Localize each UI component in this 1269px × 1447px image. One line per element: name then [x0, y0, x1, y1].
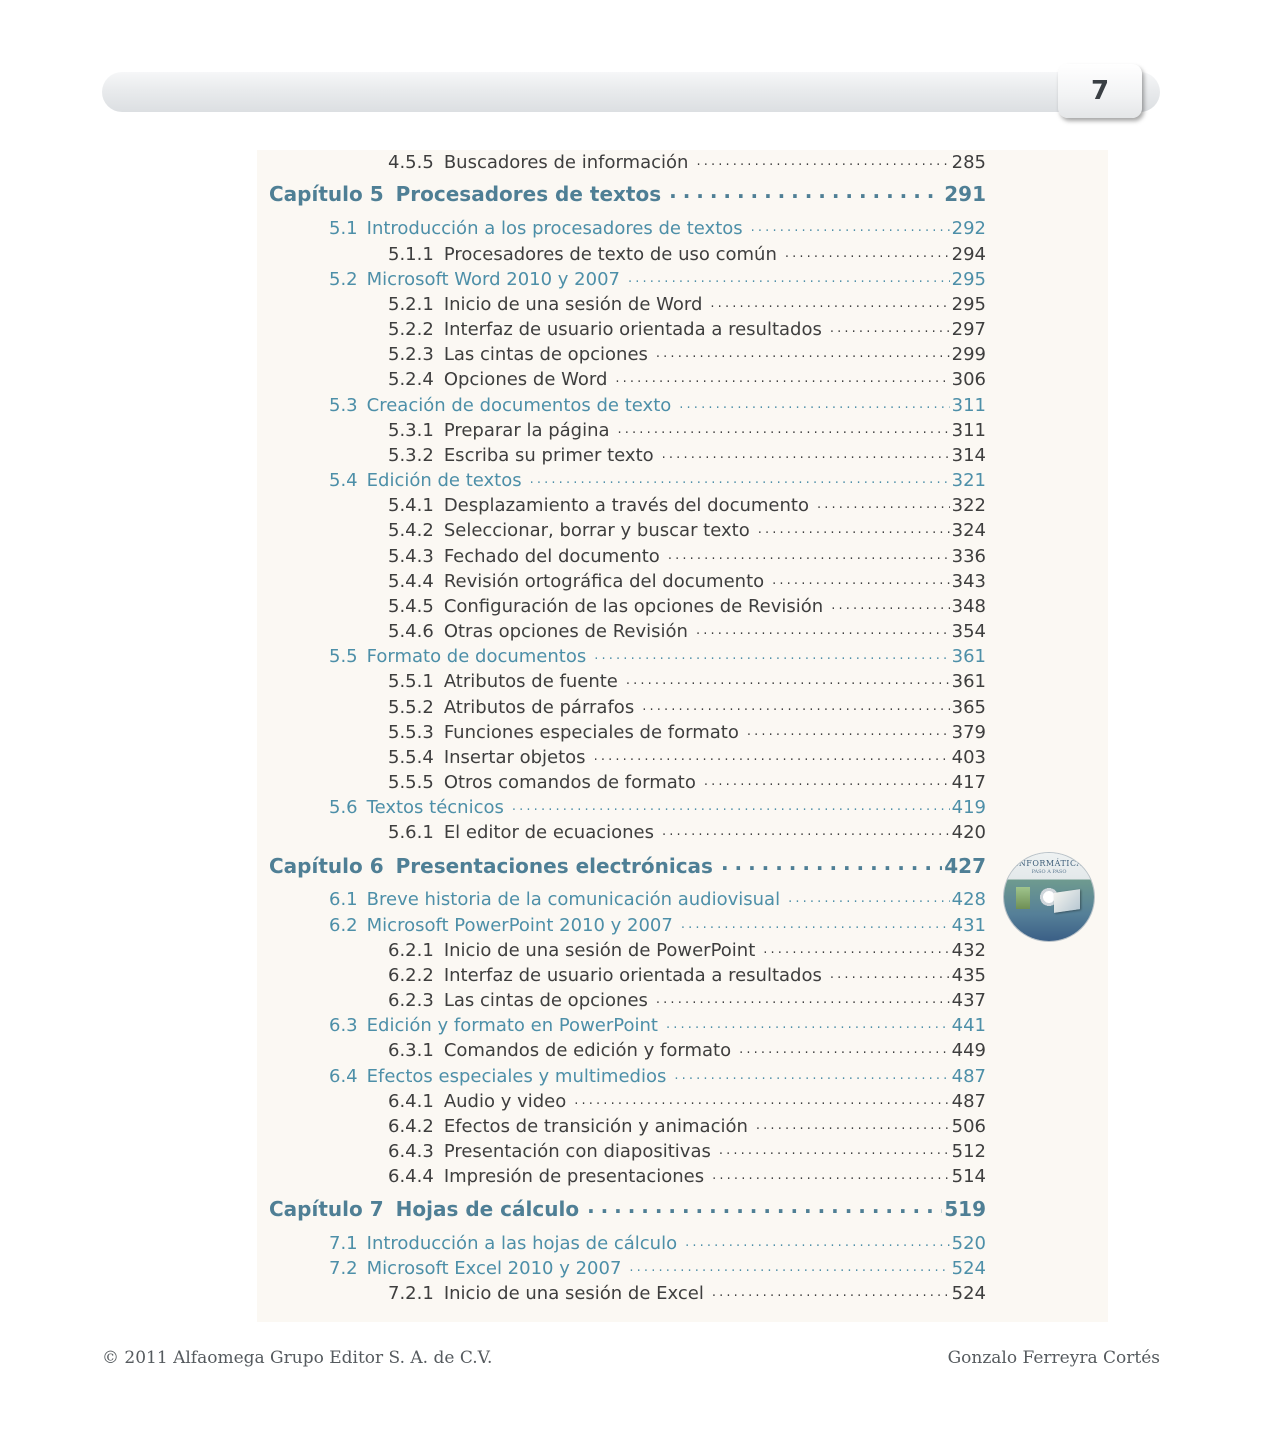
toc-dot-leader	[669, 183, 942, 201]
toc-page-number: 361	[951, 671, 986, 693]
toc-number: 5.2.2	[388, 319, 434, 341]
toc-number: 4.5.5	[388, 152, 434, 174]
toc-subsection-row[interactable]	[257, 697, 1108, 717]
toc-number: 5.5	[329, 646, 358, 668]
toc-subsection-row[interactable]	[257, 671, 1108, 691]
toc-subsection-row[interactable]	[257, 1283, 1108, 1303]
toc-title: Hojas de cálculo	[395, 1197, 580, 1221]
toc-panel	[257, 150, 1108, 1322]
toc-section-row[interactable]	[257, 646, 1108, 666]
toc-dot-leader	[666, 1015, 950, 1031]
toc-title: Textos técnicos	[366, 797, 504, 819]
toc-dot-leader	[618, 420, 950, 436]
toc-page-number: 306	[951, 369, 986, 391]
toc-section-row[interactable]	[257, 218, 1108, 238]
toc-number: Capítulo 7	[269, 1197, 384, 1221]
toc-subsection-row[interactable]	[257, 344, 1108, 364]
toc-section-row[interactable]	[257, 797, 1108, 817]
toc-subsection-row[interactable]	[257, 294, 1108, 314]
toc-title: Introducción a los procesadores de textos	[366, 218, 743, 240]
toc-number: Capítulo 6	[269, 854, 384, 878]
toc-title: Inicio de una sesión de PowerPoint	[443, 940, 756, 962]
toc-title: Inicio de una sesión de Excel	[443, 1283, 704, 1305]
header-bar	[102, 72, 1160, 112]
toc-number: 6.2.3	[388, 990, 434, 1012]
toc-dot-leader	[751, 218, 950, 234]
toc-number: 5.2.1	[388, 294, 434, 316]
toc-number: 6.4	[329, 1066, 358, 1088]
toc-page-number: 419	[951, 797, 986, 819]
toc-page-number: 432	[951, 940, 986, 962]
toc-title: Efectos de transición y animación	[443, 1116, 748, 1138]
toc-section-row[interactable]	[257, 470, 1108, 490]
toc-number: 7.1	[329, 1233, 358, 1255]
toc-dot-leader	[712, 1283, 950, 1299]
toc-section-row[interactable]	[257, 1015, 1108, 1035]
toc-section-row[interactable]	[257, 395, 1108, 415]
toc-dot-leader	[817, 495, 950, 511]
toc-dot-leader	[788, 889, 950, 905]
toc-dot-leader	[594, 747, 950, 763]
toc-page-number: 361	[951, 646, 986, 668]
toc-title: Microsoft Excel 2010 y 2007	[366, 1258, 622, 1280]
toc-dot-leader	[830, 965, 950, 981]
toc-number: 5.1.1	[388, 244, 434, 266]
page-number: 7	[1090, 76, 1110, 106]
toc-page-number: 437	[951, 990, 986, 1012]
toc-subsection-row[interactable]	[257, 420, 1108, 440]
toc-number: 6.4.2	[388, 1116, 434, 1138]
toc-page-number: 299	[951, 344, 986, 366]
toc-dot-leader	[574, 1091, 949, 1107]
toc-page-number: 420	[951, 822, 986, 844]
toc-dot-leader	[696, 152, 949, 168]
toc-number: 5.6	[329, 797, 358, 819]
toc-page-number: 322	[951, 495, 986, 517]
toc-subsection-row[interactable]	[257, 822, 1108, 842]
toc-page-number: 292	[951, 218, 986, 240]
toc-dot-leader	[615, 369, 949, 385]
toc-number: 5.5.1	[388, 671, 434, 693]
toc-subsection-row[interactable]	[257, 152, 1108, 172]
toc-title: Preparar la página	[443, 420, 610, 442]
toc-number: 5.3	[329, 395, 358, 417]
toc-section-row[interactable]	[257, 1258, 1108, 1278]
toc-title: Introducción a las hojas de cálculo	[366, 1233, 678, 1255]
toc-subsection-row[interactable]	[257, 445, 1108, 465]
toc-number: 5.3.1	[388, 420, 434, 442]
toc-chapter-row[interactable]	[257, 183, 1108, 204]
toc-dot-leader	[831, 596, 949, 612]
toc-dot-leader	[626, 671, 950, 687]
toc-subsection-row[interactable]	[257, 244, 1108, 264]
toc-subsection-row[interactable]	[257, 747, 1108, 767]
toc-number: 6.2.2	[388, 965, 434, 987]
toc-page-number: 343	[951, 571, 986, 593]
toc-dot-leader	[656, 990, 950, 1006]
toc-subsection-row[interactable]	[257, 571, 1108, 591]
toc-title: Escriba su primer texto	[443, 445, 654, 467]
toc-dot-leader	[685, 1233, 950, 1249]
toc-number: 5.2.4	[388, 369, 434, 391]
toc-title: Creación de documentos de texto	[366, 395, 672, 417]
toc-section-row[interactable]	[257, 889, 1108, 909]
toc-subsection-row[interactable]	[257, 1166, 1108, 1186]
toc-title: Procesadores de textos	[395, 182, 662, 206]
toc-dot-leader	[628, 269, 950, 285]
toc-page-number: 295	[951, 294, 986, 316]
toc-title: Las cintas de opciones	[443, 990, 648, 1012]
toc-subsection-row[interactable]	[257, 1091, 1108, 1111]
toc-title: Edición y formato en PowerPoint	[366, 1015, 658, 1037]
toc-number: 6.4.3	[388, 1141, 434, 1163]
toc-number: 6.1	[329, 889, 358, 911]
toc-dot-leader	[739, 1040, 950, 1056]
toc-dot-leader	[662, 445, 950, 461]
toc-dot-leader	[785, 244, 950, 260]
toc-title: Interfaz de usuario orientada a resultados	[443, 965, 822, 987]
toc-dot-leader	[679, 395, 949, 411]
toc-subsection-row[interactable]	[257, 772, 1108, 792]
toc-page-number: 324	[951, 520, 986, 542]
toc-page-number: 295	[951, 269, 986, 291]
toc-number: 5.4.1	[388, 495, 434, 517]
toc-subsection-row[interactable]	[257, 369, 1108, 389]
toc-number: 6.2	[329, 915, 358, 937]
toc-page-number: 512	[951, 1141, 986, 1163]
toc-title: El editor de ecuaciones	[443, 822, 655, 844]
toc-page-number: 506	[951, 1116, 986, 1138]
toc-page-number: 427	[944, 854, 986, 878]
toc-title: Atributos de fuente	[443, 671, 618, 693]
toc-dot-leader	[587, 1198, 942, 1216]
toc-page-number: 321	[951, 470, 986, 492]
toc-title: Las cintas de opciones	[443, 344, 648, 366]
toc-number: 5.4.6	[388, 621, 434, 643]
toc-page-number: 428	[951, 889, 986, 911]
toc-number: 5.5.4	[388, 747, 434, 769]
toc-dot-leader	[642, 697, 949, 713]
toc-dot-leader	[712, 1166, 950, 1182]
toc-number: 7.2.1	[388, 1283, 434, 1305]
toc-number: 6.4.4	[388, 1166, 434, 1188]
toc-dot-leader	[763, 940, 949, 956]
toc-title: Procesadores de texto de uso común	[443, 244, 777, 266]
toc-subsection-row[interactable]	[257, 940, 1108, 960]
page-number-tab	[1058, 64, 1142, 118]
toc-title: Interfaz de usuario orientada a resultados	[443, 319, 822, 341]
toc-title: Otros comandos de formato	[443, 772, 696, 794]
toc-title: Comandos de edición y formato	[443, 1040, 732, 1062]
toc-subsection-row[interactable]	[257, 1040, 1108, 1060]
table-of-contents	[257, 150, 1108, 1322]
toc-page-number: 291	[944, 182, 986, 206]
toc-title: Desplazamiento a través del documento	[443, 495, 809, 517]
toc-dot-leader	[758, 520, 950, 536]
toc-dot-leader	[772, 571, 950, 587]
toc-title: Edición de textos	[366, 470, 522, 492]
toc-page-number: 449	[951, 1040, 986, 1062]
toc-page-number: 314	[951, 445, 986, 467]
toc-page-number: 336	[951, 546, 986, 568]
toc-number: 5.5.5	[388, 772, 434, 794]
toc-number: 7.2	[329, 1258, 358, 1280]
toc-page-number: 354	[951, 621, 986, 643]
toc-subsection-row[interactable]	[257, 990, 1108, 1010]
toc-title: Configuración de las opciones de Revisión	[443, 596, 824, 618]
toc-title: Microsoft Word 2010 y 2007	[366, 269, 620, 291]
toc-page-number: 294	[951, 244, 986, 266]
toc-number: 5.6.1	[388, 822, 434, 844]
toc-page-number: 435	[951, 965, 986, 987]
toc-page-number: 431	[951, 915, 986, 937]
toc-page-number: 311	[951, 395, 986, 417]
toc-number: Capítulo 5	[269, 182, 384, 206]
toc-title: Audio y video	[443, 1091, 567, 1113]
toc-number: 5.5.2	[388, 697, 434, 719]
toc-subsection-row[interactable]	[257, 495, 1108, 515]
toc-section-row[interactable]	[257, 269, 1108, 289]
cd-book-thumbnail	[1016, 887, 1030, 909]
toc-number: 5.3.2	[388, 445, 434, 467]
toc-dot-leader	[662, 822, 950, 838]
toc-title: Impresión de presentaciones	[443, 1166, 705, 1188]
cd-subtitle: PASO A PASO	[1031, 869, 1067, 875]
toc-title: Buscadores de información	[443, 152, 689, 174]
toc-dot-leader	[530, 470, 950, 486]
toc-dot-leader	[704, 772, 950, 788]
toc-chapter-row[interactable]	[257, 1198, 1108, 1219]
toc-dot-leader	[681, 915, 950, 931]
toc-subsection-row[interactable]	[257, 965, 1108, 985]
toc-title: Atributos de párrafos	[443, 697, 635, 719]
toc-page-number: 365	[951, 697, 986, 719]
toc-subsection-row[interactable]	[257, 1116, 1108, 1136]
toc-subsection-row[interactable]	[257, 319, 1108, 339]
toc-dot-leader	[668, 546, 950, 562]
toc-number: 5.4.5	[388, 596, 434, 618]
toc-section-row[interactable]	[257, 1066, 1108, 1086]
toc-title: Presentación con diapositivas	[443, 1141, 711, 1163]
toc-title: Funciones especiales de formato	[443, 722, 739, 744]
toc-title: Otras opciones de Revisión	[443, 621, 688, 643]
toc-number: 6.3	[329, 1015, 358, 1037]
toc-dot-leader	[656, 344, 950, 360]
toc-number: 5.4.2	[388, 520, 434, 542]
toc-subsection-row[interactable]	[257, 520, 1108, 540]
cd-title: INFORMÁTICA	[1015, 859, 1083, 868]
toc-page-number: 487	[951, 1091, 986, 1113]
toc-title: Presentaciones electrónicas	[395, 854, 713, 878]
toc-chapter-row[interactable]	[257, 855, 1108, 876]
toc-subsection-row[interactable]	[257, 722, 1108, 742]
toc-section-row[interactable]	[257, 915, 1108, 935]
toc-number: 5.5.3	[388, 722, 434, 744]
toc-number: 5.4	[329, 470, 358, 492]
toc-page-number: 441	[951, 1015, 986, 1037]
cd-image	[1004, 853, 1094, 941]
toc-page-number: 487	[951, 1066, 986, 1088]
toc-page-number: 379	[951, 722, 986, 744]
toc-page-number: 311	[951, 420, 986, 442]
toc-dot-leader	[629, 1258, 949, 1274]
footer-copyright: © 2011 Alfaomega Grupo Editor S. A. de C.V.	[102, 1348, 493, 1368]
toc-title: Opciones de Word	[443, 369, 608, 391]
toc-page-number: 524	[951, 1283, 986, 1305]
toc-title: Seleccionar, borrar y buscar texto	[443, 520, 750, 542]
toc-title: Breve historia de la comunicación audiovisual	[366, 889, 781, 911]
toc-number: 6.4.1	[388, 1091, 434, 1113]
toc-dot-leader	[721, 855, 942, 873]
toc-title: Revisión ortográfica del documento	[443, 571, 765, 593]
toc-dot-leader	[830, 319, 950, 335]
toc-number: 5.1	[329, 218, 358, 240]
toc-dot-leader	[756, 1116, 950, 1132]
footer-author: Gonzalo Ferreyra Cortés	[947, 1348, 1160, 1368]
toc-dot-leader	[710, 294, 949, 310]
toc-page-number: 348	[951, 596, 986, 618]
toc-number: 5.2	[329, 269, 358, 291]
toc-number: 6.2.1	[388, 940, 434, 962]
toc-title: Efectos especiales y multimedios	[366, 1066, 667, 1088]
toc-page-number: 417	[951, 772, 986, 794]
toc-page-number: 520	[951, 1233, 986, 1255]
toc-title: Inicio de una sesión de Word	[443, 294, 703, 316]
toc-subsection-row[interactable]	[257, 621, 1108, 641]
toc-dot-leader	[719, 1141, 950, 1157]
toc-title: Formato de documentos	[366, 646, 587, 668]
toc-page-number: 297	[951, 319, 986, 341]
toc-section-row[interactable]	[257, 1233, 1108, 1253]
cd-screen-illustration	[1054, 889, 1080, 913]
toc-page-number: 403	[951, 747, 986, 769]
toc-title: Fechado del documento	[443, 546, 660, 568]
toc-dot-leader	[512, 797, 950, 813]
toc-subsection-row[interactable]	[257, 596, 1108, 616]
toc-subsection-row[interactable]	[257, 1141, 1108, 1161]
toc-dot-leader	[674, 1066, 949, 1082]
toc-dot-leader	[747, 722, 950, 738]
toc-title: Insertar objetos	[443, 747, 586, 769]
toc-page-number: 524	[951, 1258, 986, 1280]
toc-number: 6.3.1	[388, 1040, 434, 1062]
toc-title: Microsoft PowerPoint 2010 y 2007	[366, 915, 673, 937]
toc-page-number: 514	[951, 1166, 986, 1188]
toc-number: 5.4.4	[388, 571, 434, 593]
toc-page-number: 285	[951, 152, 986, 174]
toc-dot-leader	[696, 621, 950, 637]
toc-number: 5.2.3	[388, 344, 434, 366]
toc-number: 5.4.3	[388, 546, 434, 568]
toc-page-number: 519	[944, 1197, 986, 1221]
toc-subsection-row[interactable]	[257, 546, 1108, 566]
toc-dot-leader	[594, 646, 949, 662]
